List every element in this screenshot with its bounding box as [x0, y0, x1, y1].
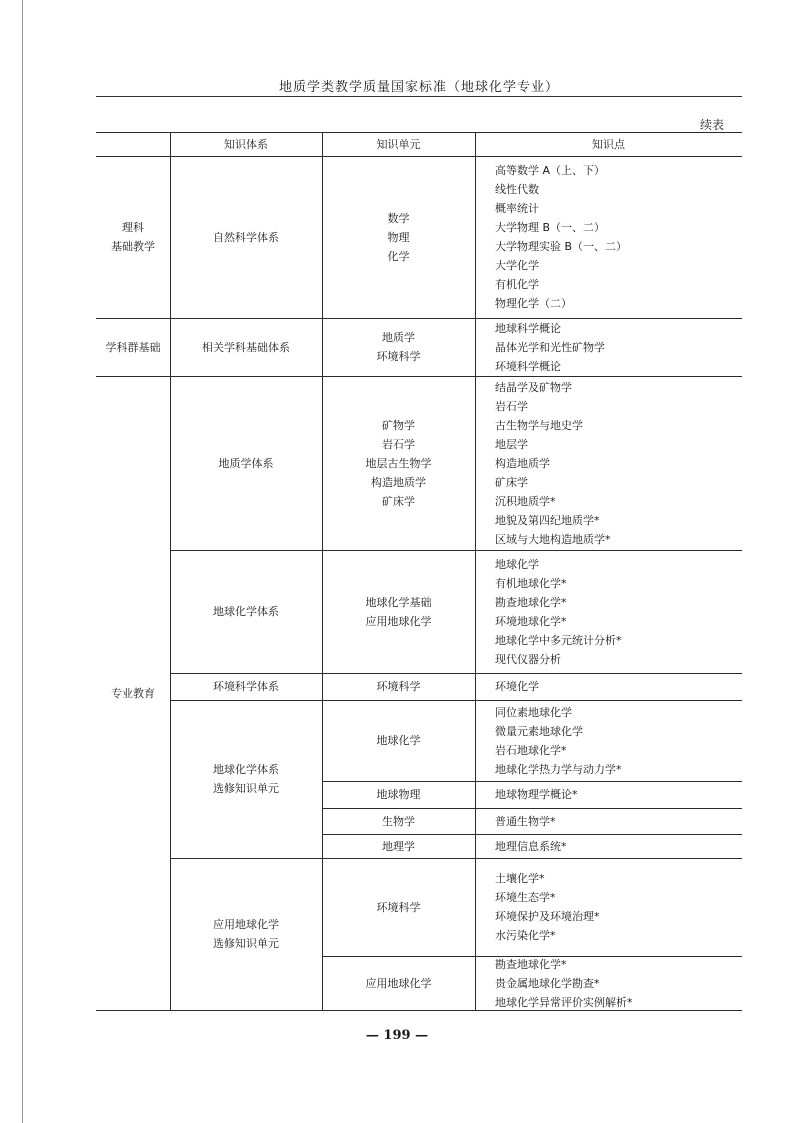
scan-edge — [22, 0, 23, 1123]
knowledge-point: 沉积地质学* — [495, 494, 556, 508]
unit-cell-line: 地理学 — [382, 839, 415, 853]
system-cell — [170, 550, 322, 673]
knowledge-point: 环境地球化学* — [495, 614, 567, 628]
column-header — [322, 132, 475, 156]
header-rule — [96, 96, 742, 97]
unit-cell-line: 环境科学 — [376, 900, 421, 914]
unit-cell-line: 构造地质学 — [371, 475, 426, 489]
knowledge-point: 地球化学异常评价实例解析* — [495, 995, 633, 1009]
system-cell-line: 应用地球化学 — [213, 918, 279, 931]
unit-cell — [322, 673, 475, 700]
knowledge-points-cell — [475, 956, 742, 1010]
category-cell-line: 理科 — [122, 221, 144, 234]
unit-cell — [322, 781, 475, 808]
knowledge-points-cell — [475, 834, 742, 858]
knowledge-point: 大学化学 — [495, 259, 539, 272]
knowledge-point: 结晶学及矿物学 — [495, 380, 572, 394]
unit-cell-line: 地球化学基础 — [365, 595, 432, 609]
unit-cell-line: 岩石学 — [382, 437, 415, 451]
unit-cell — [322, 808, 475, 834]
system-cell — [170, 700, 322, 858]
column-header — [170, 132, 322, 156]
system-cell — [170, 376, 322, 550]
page-header-title: 地质学类教学质量国家标准（地球化学专业） — [278, 80, 559, 95]
unit-cell-line: 应用地球化学 — [365, 614, 432, 628]
knowledge-point: 物理化学（二） — [495, 297, 572, 310]
knowledge-point: 岩石地球化学* — [495, 743, 567, 757]
knowledge-points-cell — [475, 700, 742, 781]
knowledge-point: 地球化学中多元统计分析* — [495, 633, 622, 647]
knowledge-points-cell — [475, 156, 742, 318]
knowledge-point: 微量元素地球化学 — [495, 724, 583, 738]
continued-label: 续表 — [699, 118, 724, 132]
knowledge-point: 矿床学 — [495, 475, 528, 489]
knowledge-point: 大学物理 B（一、二） — [495, 221, 606, 234]
knowledge-point: 线性代数 — [495, 183, 539, 196]
column-header-line: 知识单元 — [376, 137, 421, 151]
system-cell-line: 选修知识单元 — [213, 782, 279, 795]
column-header-line: 知识点 — [592, 137, 625, 151]
unit-cell-line: 环境科学 — [376, 350, 421, 363]
knowledge-point: 区域与大地构造地质学* — [495, 532, 611, 546]
knowledge-point: 同位素地球化学 — [495, 705, 572, 719]
knowledge-point: 环境科学概论 — [495, 359, 561, 373]
system-cell-line: 选修知识单元 — [213, 937, 279, 950]
category-cell — [96, 156, 170, 318]
knowledge-point: 环境生态学* — [495, 891, 556, 904]
unit-cell-line: 生物学 — [382, 814, 415, 828]
unit-cell — [322, 318, 475, 376]
unit-cell — [322, 700, 475, 781]
unit-cell — [322, 858, 475, 956]
knowledge-point: 有机地球化学* — [495, 576, 567, 590]
category-cell-line: 学科群基础 — [105, 340, 161, 354]
category-cell-line: 基础教学 — [111, 240, 155, 253]
knowledge-point: 有机化学 — [495, 278, 539, 291]
system-cell — [170, 673, 322, 700]
knowledge-point: 水污染化学* — [495, 929, 556, 942]
table-bottom-rule — [96, 1010, 742, 1011]
unit-cell-line: 物理 — [387, 230, 410, 244]
category-cell-line: 专业教育 — [111, 686, 155, 700]
system-cell-line: 环境科学体系 — [213, 680, 279, 693]
knowledge-point: 地球物理学概论* — [495, 788, 578, 801]
system-cell-line: 相关学科基础体系 — [202, 340, 290, 354]
system-cell-line: 地球化学体系 — [213, 763, 279, 776]
unit-cell — [322, 376, 475, 550]
knowledge-point: 勘查地球化学* — [495, 957, 567, 971]
system-cell-line: 地球化学体系 — [213, 605, 279, 618]
knowledge-points-cell — [475, 673, 742, 700]
knowledge-point: 土壤化学* — [495, 872, 545, 885]
column-header-line: 知识体系 — [224, 137, 268, 151]
system-cell — [170, 858, 322, 1010]
knowledge-point: 现代仪器分析 — [495, 652, 561, 666]
knowledge-point: 贵金属地球化学勘查* — [495, 976, 600, 990]
category-cell — [96, 376, 170, 1010]
knowledge-point: 概率统计 — [495, 202, 539, 215]
knowledge-point: 环境保护及环境治理* — [495, 910, 600, 923]
knowledge-point: 大学物理实验 B（一、二） — [495, 240, 628, 253]
unit-cell — [322, 550, 475, 673]
unit-cell-line: 地质学 — [382, 331, 415, 344]
knowledge-point: 地理信息系统* — [495, 839, 567, 853]
unit-cell-line: 地层古生物学 — [365, 456, 432, 470]
unit-cell-line: 环境科学 — [376, 680, 421, 693]
unit-cell-line: 化学 — [387, 249, 410, 263]
column-header — [475, 132, 742, 156]
knowledge-point: 构造地质学 — [495, 456, 550, 470]
page-number: — 199 — — [365, 1028, 429, 1043]
unit-cell — [322, 156, 475, 318]
unit-cell-line: 应用地球化学 — [365, 976, 432, 990]
system-cell — [170, 156, 322, 318]
knowledge-points-cell — [475, 858, 742, 956]
system-cell-line: 地质学体系 — [218, 456, 274, 470]
knowledge-point: 地层学 — [495, 437, 528, 451]
unit-cell — [322, 956, 475, 1010]
unit-cell-line: 矿床学 — [382, 494, 415, 508]
knowledge-point: 勘查地球化学* — [495, 595, 567, 609]
knowledge-point: 地球科学概论 — [495, 321, 561, 335]
unit-cell-line: 地球物理 — [376, 788, 421, 801]
knowledge-point: 岩石学 — [495, 399, 528, 413]
system-cell-line: 自然科学体系 — [213, 230, 279, 244]
knowledge-points-cell — [475, 318, 742, 376]
system-cell — [170, 318, 322, 376]
knowledge-points-cell — [475, 550, 742, 673]
category-cell — [96, 318, 170, 376]
knowledge-point: 普通生物学* — [495, 814, 556, 828]
knowledge-point: 环境化学 — [495, 680, 539, 693]
knowledge-point: 地球化学 — [495, 557, 539, 571]
knowledge-point: 晶体光学和光性矿物学 — [495, 340, 605, 354]
knowledge-points-cell — [475, 781, 742, 808]
knowledge-point: 地球化学热力学与动力学* — [495, 762, 622, 776]
unit-cell — [322, 834, 475, 858]
unit-cell-line: 数学 — [387, 211, 410, 225]
unit-cell-line: 矿物学 — [382, 418, 415, 432]
knowledge-points-cell — [475, 808, 742, 834]
knowledge-point: 地貌及第四纪地质学* — [495, 513, 600, 527]
unit-cell-line: 地球化学 — [376, 734, 421, 747]
knowledge-points-cell — [475, 376, 742, 550]
knowledge-point: 高等数学 A（上、下） — [495, 164, 606, 177]
knowledge-point: 古生物学与地史学 — [495, 418, 583, 432]
